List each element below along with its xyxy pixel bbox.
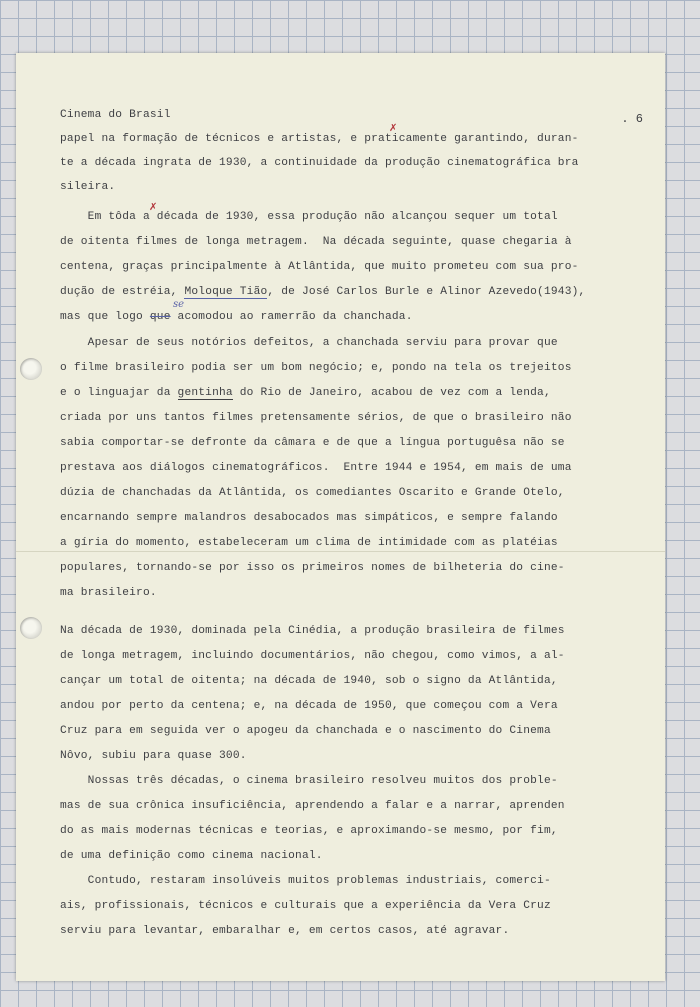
text-line: encarnando sempre malandros desabocados mas simpáticos, e sempre falando: [60, 512, 558, 524]
text-line: [60, 387, 551, 399]
text-segment: , de José Carlos Burle e Alinor Azevedo(1943),: [267, 286, 586, 298]
text-line: [60, 311, 413, 323]
text-line: serviu para levantar, embaralhar e, em certos casos, até agravar.: [60, 925, 510, 937]
text-line: prestava aos diálogos cinematográficos. Entre 1944 e 1954, em mais de uma: [60, 462, 572, 474]
punch-hole-top: [20, 358, 42, 380]
page-number: . 6: [621, 112, 643, 126]
text-line: cançar um total de oitenta; na década de 1940, sob o signo da Atlântida,: [60, 675, 558, 687]
text-line: o filme brasileiro podia ser um bom negócio; e, pondo na tela os trejeitos: [60, 362, 572, 374]
text-line: [60, 286, 585, 298]
text-line: a gíria do momento, estabeleceram um clima de intimidade com as platéias: [60, 537, 558, 549]
text-line: de oitenta filmes de longa metragem. Na década seguinte, quase chegaria à: [60, 236, 572, 248]
text-line: sabia comportar-se defronte da câmara e de que a língua portuguêsa não se: [60, 437, 565, 449]
text-line: ais, profissionais, técnicos e culturais que a experiência da Vera Cruz: [60, 900, 551, 912]
text-segment: dução de estréia,: [60, 286, 185, 298]
text-line: Cruz para em seguida ver o apogeu da chanchada e o nascimento do Cinema: [60, 725, 551, 737]
text-line: dúzia de chanchadas da Atlântida, os comediantes Oscarito e Grande Otelo,: [60, 487, 565, 499]
text-line: centena, graças principalmente à Atlântida, que muito prometeu com sua pro-: [60, 261, 579, 273]
accent-mark: ✗: [149, 202, 158, 213]
text-line: populares, tornando-se por isso os primeiros nomes de bilheteria do cine-: [60, 562, 565, 574]
handwritten-correction: se: [173, 299, 185, 310]
running-header: Cinema do Brasil: [60, 109, 171, 121]
typed-page: [16, 53, 665, 981]
struck-word: que: [149, 311, 171, 323]
text-line: ma brasileiro.: [60, 587, 157, 599]
text-line: do as mais modernas técnicas e teorias, e aproximando-se mesmo, por fim,: [60, 825, 558, 837]
text-line: Apesar de seus notórios defeitos, a chanchada serviu para provar que: [60, 337, 558, 349]
underlined-word: gentinha: [177, 387, 233, 399]
text-line: Nôvo, subiu para quase 300.: [60, 750, 247, 762]
text-line: andou por perto da centena; e, na década de 1950, que começou com a Vera: [60, 700, 558, 712]
text-line: de uma definição como cinema nacional.: [60, 850, 323, 862]
text-line: Nossas três décadas, o cinema brasileiro resolveu muitos dos proble-: [60, 775, 558, 787]
text-line: te a década ingrata de 1930, a continuidade da produção cinematográfica bra: [60, 157, 579, 169]
text-line: mas de sua crônica insuficiência, aprendendo a falar e a narrar, aprenden: [60, 800, 565, 812]
text-segment: e o linguajar da: [60, 387, 178, 399]
text-line: Em tôda a década de 1930, essa produção não alcançou sequer um total: [60, 211, 558, 223]
text-line: criada por uns tantos filmes pretensamente sérios, de que o brasileiro não: [60, 412, 572, 424]
text-segment: do Rio de Janeiro, acabou de vez com a lenda,: [232, 387, 551, 399]
text-line: de longa metragem, incluindo documentários, não chegou, como vimos, a al-: [60, 650, 565, 662]
text-line: Na década de 1930, dominada pela Cinédia, a produção brasileira de filmes: [60, 625, 565, 637]
accent-mark: ✗: [389, 123, 398, 134]
underlined-title: Moloque Tião: [184, 286, 268, 298]
text-segment: mas que logo: [60, 311, 150, 323]
text-line: sileira.: [60, 181, 116, 193]
text-line: papel na formação de técnicos e artistas, e praticamente garantindo, duran-: [60, 133, 579, 145]
text-line: Contudo, restaram insolúveis muitos problemas industriais, comerci-: [60, 875, 551, 887]
text-segment: acomodou ao ramerrão da chanchada.: [170, 311, 413, 323]
punch-hole-bottom: [20, 617, 42, 639]
